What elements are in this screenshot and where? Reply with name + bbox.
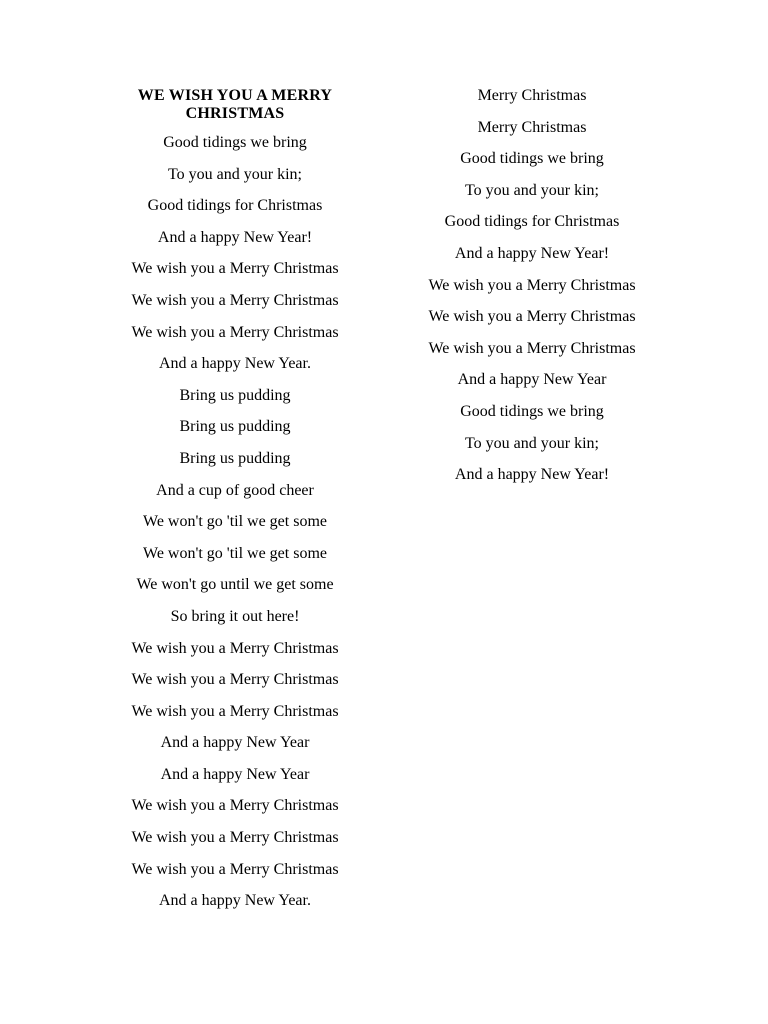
lyric-line: We wish you a Merry Christmas bbox=[131, 797, 339, 815]
song-title-line-2: CHRISTMAS bbox=[185, 105, 285, 122]
right-lyrics-list bbox=[402, 85, 662, 496]
lyric-line: And a cup of good cheer bbox=[156, 481, 314, 499]
lyric-line: And a happy New Year bbox=[457, 371, 607, 389]
left-column bbox=[105, 87, 365, 922]
lyric-line: And a happy New Year. bbox=[159, 355, 311, 373]
lyric-line: And a happy New Year bbox=[160, 765, 310, 783]
lyric-line: And a happy New Year! bbox=[454, 244, 610, 262]
lyric-line: To you and your kin; bbox=[465, 181, 599, 199]
lyric-line: We wish you a Merry Christmas bbox=[131, 639, 339, 657]
lyric-line: Good tidings for Christmas bbox=[147, 197, 323, 215]
lyric-line: Merry Christmas bbox=[477, 87, 587, 104]
lyric-line: Good tidings for Christmas bbox=[444, 213, 620, 231]
right-column bbox=[402, 85, 662, 496]
lyric-line: We wish you a Merry Christmas bbox=[428, 276, 636, 294]
lyric-line: We wish you a Merry Christmas bbox=[131, 671, 339, 689]
lyric-line: So bring it out here! bbox=[170, 607, 300, 625]
lyric-line: And a happy New Year! bbox=[454, 466, 610, 484]
lyric-line: Bring us pudding bbox=[179, 418, 291, 436]
lyric-line: Good tidings we bring bbox=[460, 150, 604, 168]
lyric-line: Bring us pudding bbox=[179, 449, 291, 467]
lyric-line: We wish you a Merry Christmas bbox=[428, 308, 636, 326]
lyric-line: Good tidings we bring bbox=[163, 134, 307, 151]
left-lyrics-list bbox=[105, 132, 365, 922]
lyric-line: We wish you a Merry Christmas bbox=[131, 702, 339, 720]
lyric-line: We wish you a Merry Christmas bbox=[428, 339, 636, 357]
lyric-line: We wish you a Merry Christmas bbox=[131, 291, 339, 309]
lyric-line: And a happy New Year! bbox=[157, 228, 313, 246]
lyric-line: We won't go until we get some bbox=[136, 576, 334, 594]
lyric-line: We wish you a Merry Christmas bbox=[131, 323, 339, 341]
lyric-line: We won't go 'til we get some bbox=[143, 513, 327, 531]
lyric-line: We wish you a Merry Christmas bbox=[131, 829, 339, 847]
lyric-line: We wish you a Merry Christmas bbox=[131, 260, 339, 278]
lyric-line: To you and your kin; bbox=[168, 165, 302, 183]
lyric-line: Good tidings we bring bbox=[460, 402, 604, 420]
lyric-line: Merry Christmas bbox=[477, 118, 587, 136]
song-title-line-1: WE WISH YOU A MERRY bbox=[137, 87, 333, 104]
lyric-line: We wish you a Merry Christmas bbox=[131, 860, 339, 878]
song-title bbox=[105, 87, 365, 123]
lyric-line: And a happy New Year bbox=[160, 734, 310, 752]
lyric-line: We won't go 'til we get some bbox=[143, 544, 327, 562]
lyric-line: Bring us pudding bbox=[179, 386, 291, 404]
lyric-line: And a happy New Year. bbox=[159, 892, 311, 910]
lyric-line: To you and your kin; bbox=[465, 434, 599, 452]
